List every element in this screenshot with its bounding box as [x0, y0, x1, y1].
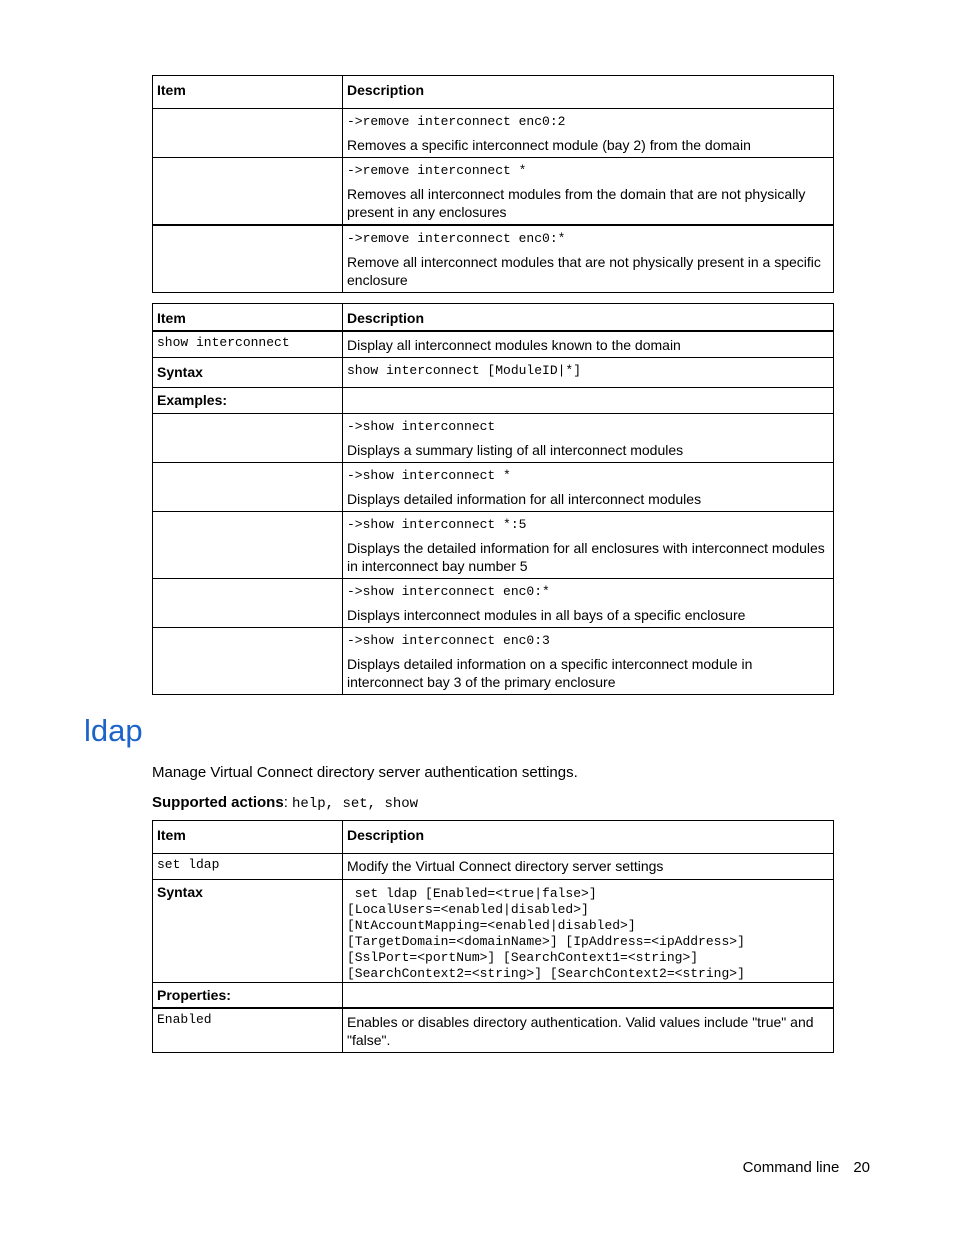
command-description: Modify the Virtual Connect directory server settings: [347, 858, 664, 874]
description-header: Description: [343, 304, 834, 331]
table-row: [153, 387, 834, 413]
description-cell: [343, 331, 834, 358]
description-cell: [343, 462, 834, 511]
table-row: [153, 413, 834, 462]
command-example: ->show interconnect: [347, 418, 496, 434]
syntax-label: [153, 880, 343, 983]
item-cell: [153, 511, 343, 578]
description-header: Description: [343, 821, 834, 854]
table-header-row: [153, 304, 834, 331]
syntax-line: [NtAccountMapping=<enabled|disabled>]: [347, 918, 636, 933]
supported-actions: [152, 794, 418, 812]
table-row: [153, 357, 834, 387]
table-row: [153, 578, 834, 627]
syntax-cell: [343, 880, 834, 983]
item-cell: [153, 854, 343, 880]
table-row: [153, 158, 834, 226]
syntax-label: [153, 357, 343, 387]
table-row: [153, 854, 834, 880]
item-cell: [153, 578, 343, 627]
command-example: ->show interconnect enc0:*: [347, 583, 550, 599]
command-example: ->show interconnect enc0:3: [347, 632, 550, 648]
command-example: ->show interconnect *: [347, 467, 511, 483]
command-example: ->remove interconnect enc0:2: [347, 114, 566, 129]
command-description: Remove all interconnect modules that are not physically present in a specific enclosure: [347, 254, 821, 288]
table-row: [153, 983, 834, 1009]
description-cell: [343, 511, 834, 578]
command-description: Displays detailed information for all interconnect modules: [347, 490, 702, 507]
command-description: Displays detailed information on a specific interconnect module in interconnect bay 3 of the primary enclosure: [347, 655, 753, 690]
property-description: Enables or disables directory authentication. Valid values include "true" and "false".: [347, 1014, 814, 1048]
remove-interconnect-table: [152, 75, 834, 293]
table-row: [153, 109, 834, 158]
syntax-line: [LocalUsers=<enabled|disabled>]: [347, 902, 589, 917]
item-cell: [153, 1008, 343, 1053]
table-row: [153, 627, 834, 694]
description-cell: [343, 413, 834, 462]
examples-label-text: Examples:: [157, 391, 228, 408]
properties-label-text: Properties:: [157, 987, 231, 1003]
item-cell: [153, 627, 343, 694]
show-interconnect-table: [152, 303, 834, 695]
command-description: Removes a specific interconnect module (bay 2) from the domain: [347, 137, 751, 153]
description-header: Description: [343, 76, 834, 109]
page-footer: [743, 1159, 870, 1176]
supported-actions-separator: :: [283, 794, 293, 811]
page-number: 20: [853, 1159, 870, 1176]
description-cell: [343, 387, 834, 413]
description-cell: [343, 225, 834, 293]
examples-label: [153, 387, 343, 413]
command-name: set ldap: [157, 857, 220, 872]
table-row: [153, 1008, 834, 1053]
command-name: show interconnect: [157, 334, 290, 350]
table-row: [153, 331, 834, 358]
supported-actions-label: Supported actions: [152, 794, 284, 811]
syntax-cell: [343, 357, 834, 387]
syntax-text: show interconnect [ModuleID|*]: [347, 362, 582, 378]
footer-section: Command line: [742, 1159, 840, 1176]
set-ldap-table: [152, 820, 834, 1053]
command-description: Removes all interconnect modules from the domain that are not physically present in any enclosures: [347, 186, 806, 220]
command-description: Display all interconnect modules known to the domain: [347, 336, 681, 353]
syntax-line: set ldap [Enabled=<true|false>]: [347, 886, 597, 901]
command-description: Displays interconnect modules in all bays of a specific enclosure: [347, 606, 746, 623]
description-cell: [343, 854, 834, 880]
item-cell: [153, 158, 343, 226]
table-header-row: [153, 76, 834, 109]
supported-actions-value: help, set, show: [292, 796, 419, 812]
item-cell: [153, 413, 343, 462]
description-cell: [343, 983, 834, 1009]
table-row: [153, 511, 834, 578]
command-description: Displays the detailed information for all enclosures with interconnect modules in interconnect bay number 5: [347, 539, 825, 574]
item-cell: [153, 109, 343, 158]
table-row: [153, 225, 834, 293]
properties-label: [153, 983, 343, 1009]
table-header-row: [153, 821, 834, 854]
description-cell: [343, 578, 834, 627]
description-cell: [343, 109, 834, 158]
section-title: ldap: [84, 713, 143, 748]
syntax-line: [SearchContext2=<string>] [SearchContext2=<string>]: [347, 966, 745, 981]
syntax-label-text: Syntax: [157, 363, 203, 380]
syntax-label-text: Syntax: [157, 884, 203, 900]
syntax-line: [TargetDomain=<domainName>] [IpAddress=<ipAddress>]: [347, 934, 745, 949]
command-example: ->show interconnect *:5: [347, 516, 527, 532]
command-description: Displays a summary listing of all interconnect modules: [347, 441, 684, 458]
item-cell: [153, 462, 343, 511]
table-row: [153, 880, 834, 983]
table-row: [153, 462, 834, 511]
item-header: Item: [153, 304, 343, 331]
item-header: Item: [153, 821, 343, 854]
syntax-line: [SslPort=<portNum>] [SearchContext1=<string>]: [347, 950, 699, 965]
command-example: ->remove interconnect enc0:*: [347, 231, 566, 246]
item-cell: [153, 225, 343, 293]
description-cell: [343, 627, 834, 694]
property-name: Enabled: [157, 1012, 212, 1027]
command-example: ->remove interconnect *: [347, 163, 527, 178]
item-cell: [153, 331, 343, 358]
item-header: Item: [153, 76, 343, 109]
description-cell: [343, 1008, 834, 1053]
description-cell: [343, 158, 834, 226]
section-intro: Manage Virtual Connect directory server authentication settings.: [152, 764, 578, 781]
